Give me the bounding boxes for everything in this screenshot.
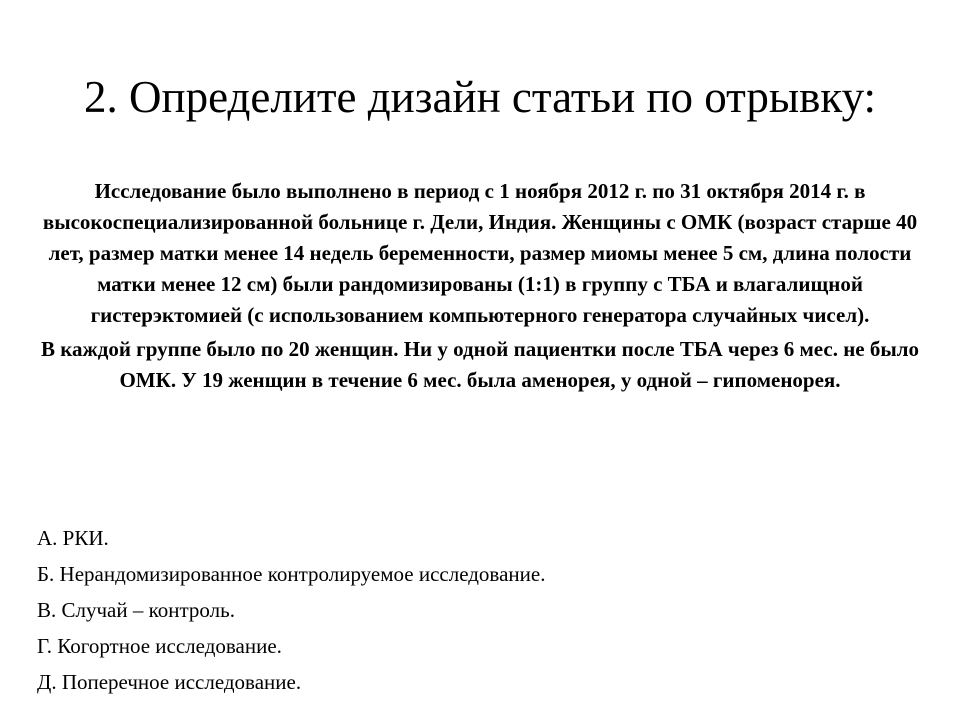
answer-option-a: А. РКИ. (37, 526, 109, 550)
slide-title: 2. Определите дизайн статьи по отрывку: (84, 72, 876, 122)
answer-option-d: Г. Когортное исследование. (37, 634, 282, 658)
passage-paragraph-2: В каждой группе было по 20 женщин. Ни у одной пациентки после ТБА через 6 мес. не было ОМК. У 19 женщин в течение 6 мес. была аменорея, у одной – гипоменорея. (40, 337, 920, 392)
passage-paragraph-1: Исследование было выполнено в период с 1 ноября 2012 г. по 31 октября 2014 г. в высокоспециализированной больнице г. Дели, Индия. Женщины с ОМК (возраст старше 40 лет, размер матки менее 14 недель беременности, размер миомы менее 5 см, длина полости матки менее 12 см) были рандомизированы (1:1) в группу с ТБА и влагалищной гистерэктомией (с использованием компьютерного генератора случайных чисел). (42, 179, 918, 327)
answer-option-c: В. Случай – контроль. (37, 598, 235, 622)
answer-option-e: Д. Поперечное исследование. (37, 670, 302, 694)
answer-options (37, 520, 917, 700)
study-passage (30, 176, 930, 396)
answer-option-b: Б. Нерандомизированное контролируемое исследование. (37, 562, 546, 586)
